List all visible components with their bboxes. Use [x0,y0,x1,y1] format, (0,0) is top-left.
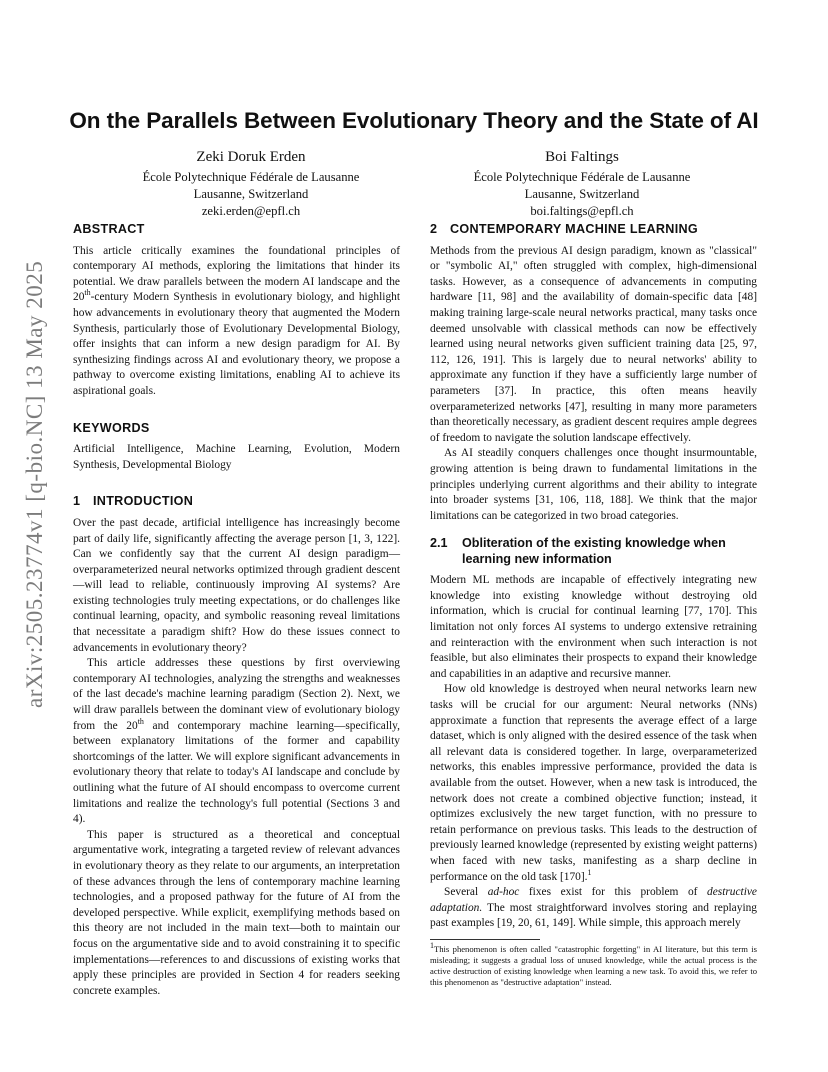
footnote: $^1$This phenomenon is often called "catastrophic forgetting" in AI literature, but this term is misleading; it suggests a gradual loss of unused knowledge, while the actual process is the active destruction of existing knowledge when learning a new task. To avoid this, we refer to this phenomenon as "destructive adaptation" instead. [430,941,757,987]
abstract-heading: ABSTRACT [73,222,145,236]
author-location: Lausanne, Switzerland [524,187,640,201]
intro-paragraph-1: Over the past decade, artificial intelligence has increasingly become part of daily life, significantly affecting the average person [1, 3, 122]. Can we confidently say that the current AI design paradigm—overparameterized neural networks optimized through gradient descent—will lead to reliable, continuously improving AI systems? Are existing technologies truly meeting expectations, or do challenges like continual learning, opacity, and symbolic reasoning reveal limitations that necessitate a paradigm shift? How do these issues connect to advancements in evolutionary theory? [73,516,400,654]
author-block-1 [81,147,421,220]
intro-paragraph-2: This article addresses these questions by first overviewing contemporary AI technologies, analyzing the strengths and weaknesses of the last decade's machine learning paradigm (Section 2). Next, we will draw parallels between the dominant view of evolutionary biology from the 20th and contemporary machine learning—specifically, between explanatory limitations of the former and capability shortcomings of the latter. We will explore significant advancements in evolutionary theory that relate to today's AI landscape and conclude by outlining what the future of AI should encompass to overcome current limitations and realize the technology's full potential (Sections 3 and 4). [73,657,400,826]
author-email[interactable]: zeki.erden@epfl.ch [201,204,301,218]
section-2-paragraph-2: As AI steadily conquers challenges once thought insurmountable, growing attention is being drawn to fundamental limitations in the principles underlying current algorithms and their ability to integrate into broader systems [31, 106, 118, 188]. We think that the major limitations can be categorized in two broad categories. [430,447,757,522]
section-2-heading: 2 CONTEMPORARY MACHINE LEARNING [430,222,698,236]
section-2-1-paragraph-1: Modern ML methods are incapable of effectively integrating new knowledge into existing knowledge without destroying old information, which is crucial for continual learning [77, 170]. This limitation not only forces AI systems to undergo extensive retraining and reinteraction with the environment when such interaction is not feasible, but also eliminates their prospects to expand their knowledge and capabilities in an adaptive and recursive manner. [430,574,757,680]
paper-title: On the Parallels Between Evolutionary Theory and the State of AI [69,108,759,133]
author-name: Boi Faltings [545,149,619,165]
abstract-text: This article critically examines the foundational principles of contemporary AI methods, exploring the limitations that hinder its potential. We draw parallels between the modern AI landscape and the 20th-century Modern Synthesis in evolutionary biology, and highlight how advancements in evolutionary theory that augmented the Modern Synthesis, particularly those of Evolutionary Developmental Biology, offer insights that can inform a new design paradigm for AI. By synthesizing findings across AI and evolutionary theory, we propose a pathway to overcome existing limitations, enabling AI to achieve its aspirational goals. [73,244,400,397]
arxiv-identifier: arXiv:2505.23774v1 [q-bio.NC] 13 May 2025 [22,260,47,708]
section-2-1-paragraph-2: How old knowledge is destroyed when neural networks learn new tasks will be crucial for our argument: Neural networks (NNs) approximate a function that represents the average effect of a large dataset, which is only aligned with the desired essence of the task when all relevant data is considered together. In large, overparameterized networks, this enables impressive performance, provided the data is available from the outset. However, when a new task is introduced, the network does not create a combined objective function; instead, it optimizes exclusively the new target function, with no pressure to retain performance on previous tasks. This leads to the destruction of previously learned knowledge (represented by existing weight patterns) when faced with new tasks, manifesting as a sharp decline in performance on the old task [170].$^1$ [430,683,757,883]
section-2-paragraph-1: Methods from the previous AI design paradigm, known as "classical" or "symbolic AI," often struggled with complex, high-dimensional tasks. However, as a consequence of advancements in computing hardware [11, 98] and the availability of domain-specific data [48] making training large-scale neural networks practical, many tasks once deemed unsolvable with classical methods can now be effectively learned using neural networks given sufficient training data [25, 97, 112, 126, 191]. This is largely due to neural networks' ability to approximate any function if they have a sufficiently large number of parameters [37]. In practice, this often means heavily overparameterized networks [47], resulting in many more parameters than theoretically necessary, as gradient descent requires ample degrees of freedom to navigate the solution landscape effectively. [430,244,757,444]
right-column [430,222,757,988]
author-location: Lausanne, Switzerland [193,187,309,201]
author-name: Zeki Doruk Erden [196,149,306,165]
left-column [73,222,400,999]
author-block-2 [412,147,752,220]
section-1-heading: 1 INTRODUCTION [73,494,194,509]
intro-paragraph-3: This paper is structured as a theoretical and conceptual argumentative work, integrating a targeted review of relevant advances in evolutionary theory as they relate to our arguments, an interpretation of these advances through the lens of contemporary machine learning technologies, and a proposed pathway for the future of AI from the developed perspective. While explicit, exemplifying methods based on this theory are not included in the main text—both to maintain our focus on the argumentative side and to avoid constraining it to specific implementations—references to and discussions of existing works that apply these principles are provided in Section 4 for readers seeking concrete examples. [73,828,400,997]
keywords-heading: KEYWORDS [73,420,150,435]
footnote-rule [430,939,540,940]
keywords-text: Artificial Intelligence, Machine Learning, Evolution, Modern Synthesis, Developmental Biology [73,443,400,471]
author-email[interactable]: boi.faltings@epfl.ch [530,204,634,218]
author-affiliation: École Polytechnique Fédérale de Lausanne [473,170,691,184]
section-2-1-paragraph-3: Several ad-hoc fixes exist for this problem of destructive adaptation. The most straightforward involves storing and replaying past examples [19, 20, 61, 149]. While simple, this approach merely [430,886,757,930]
author-affiliation: École Polytechnique Fédérale de Lausanne [142,170,360,184]
section-2-1-heading: 2.1 Obliteration of the existing knowledge when learning new information [430,536,726,567]
footnote-marker: 1 [587,867,592,877]
